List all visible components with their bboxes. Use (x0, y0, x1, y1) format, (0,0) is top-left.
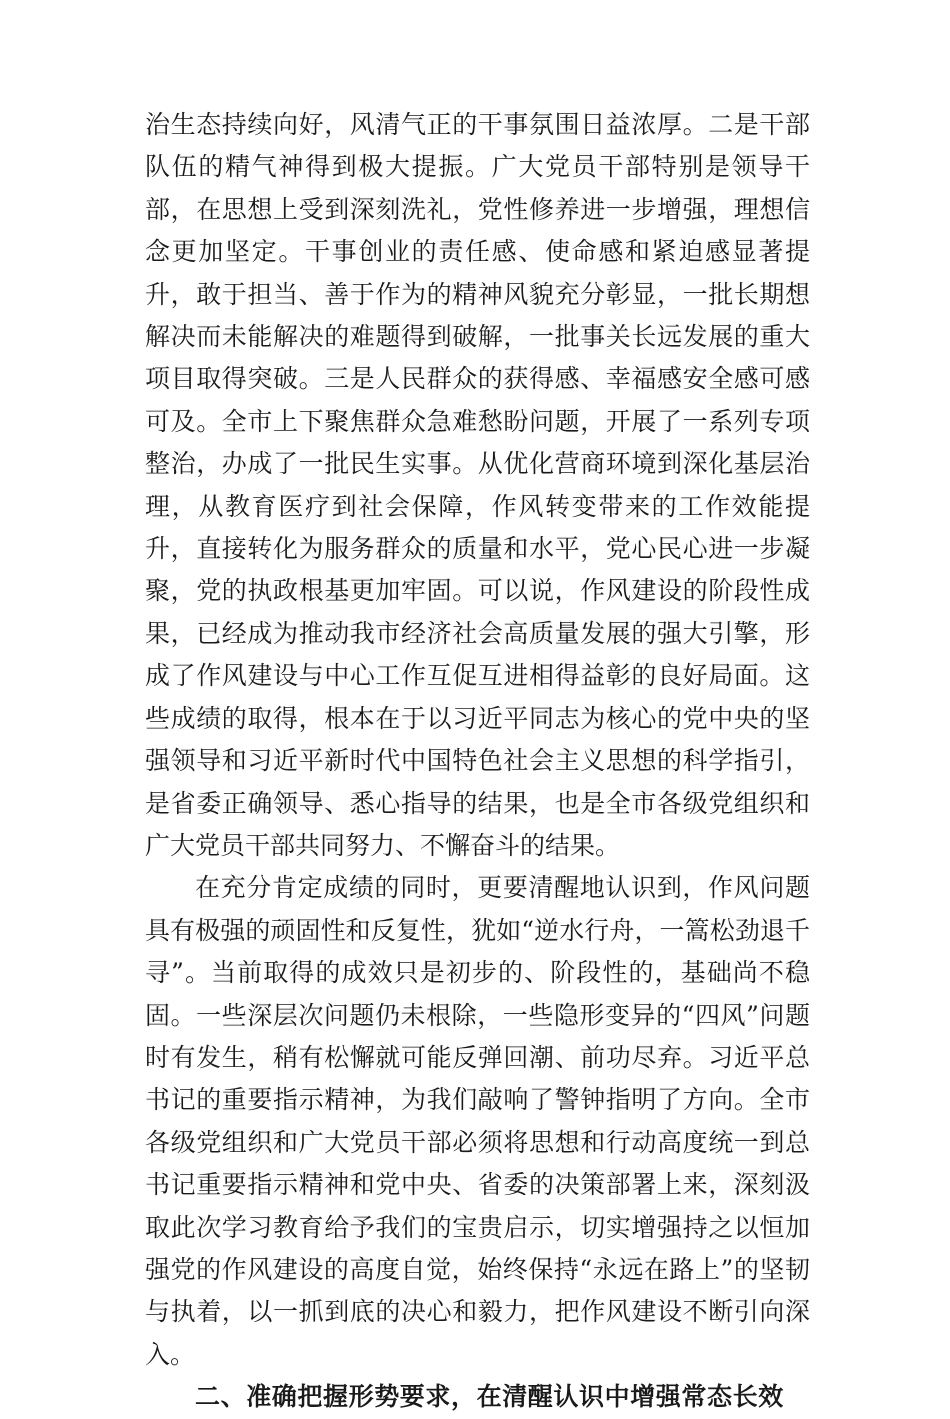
body-paragraph-continued: 治生态持续向好，风清气正的干事氛围日益浓厚。二是干部队伍的精气神得到极大提振。广大党员干部特别是领导干部，在思想上受到深刻洗礼，党性修养进一步增强，理想信念更加坚定。干事创业的责任感、使命感和紧迫感显著提升，敢于担当、善于作为的精神风貌充分彰显，一批长期想解决而未能解决的难题得到破解，一批事关长远发展的重大项目取得突破。三是人民群众的获得感、幸福感安全感可感可及。全市上下聚焦群众急难愁盼问题，开展了一系列专项整治，办成了一批民生实事。从优化营商环境到深化基层治理，从教育医疗到社会保障，作风转变带来的工作效能提升，直接转化为服务群众的质量和水平，党心民心进一步凝聚，党的执政根基更加牢固。可以说，作风建设的阶段性成果，已经成为推动我市经济社会高质量发展的强大引擎，形成了作风建设与中心工作互促互进相得益彰的良好局面。这些成绩的取得，根本在于以习近平同志为核心的党中央的坚强领导和习近平新时代中国特色社会主义思想的科学指引，是省委正确领导、悉心指导的结果，也是全市各级党组织和广大党员干部共同努力、不懈奋斗的结果。 (145, 110, 810, 860)
section-heading: 二、准确把握形势要求，在清醒认识中增强常态长效 (195, 1382, 784, 1412)
document-body (145, 104, 810, 1419)
body-paragraph: 在充分肯定成绩的同时，更要清醒地认识到，作风问题具有极强的顽固性和反复性，犹如“逆水行舟，一篙松劲退千寻”。当前取得的成效只是初步的、阶段性的，基础尚不稳固。一些深层次问题仍未根除，一些隐形变异的“四风”问题时有发生，稍有松懈就可能反弹回潮、前功尽弃。习近平总书记的重要指示精神，为我们敲响了警钟指明了方向。全市各级党组织和广大党员干部必须将思想和行动高度统一到总书记重要指示精神和党中央、省委的决策部署上来，深刻汲取此次学习教育给予我们的宝贵启示，切实增强持之以恒加强党的作风建设的高度自觉，始终保持“永远在路上”的坚韧与执着，以一抓到底的决心和毅力，把作风建设不断引向深入。 (145, 873, 810, 1369)
